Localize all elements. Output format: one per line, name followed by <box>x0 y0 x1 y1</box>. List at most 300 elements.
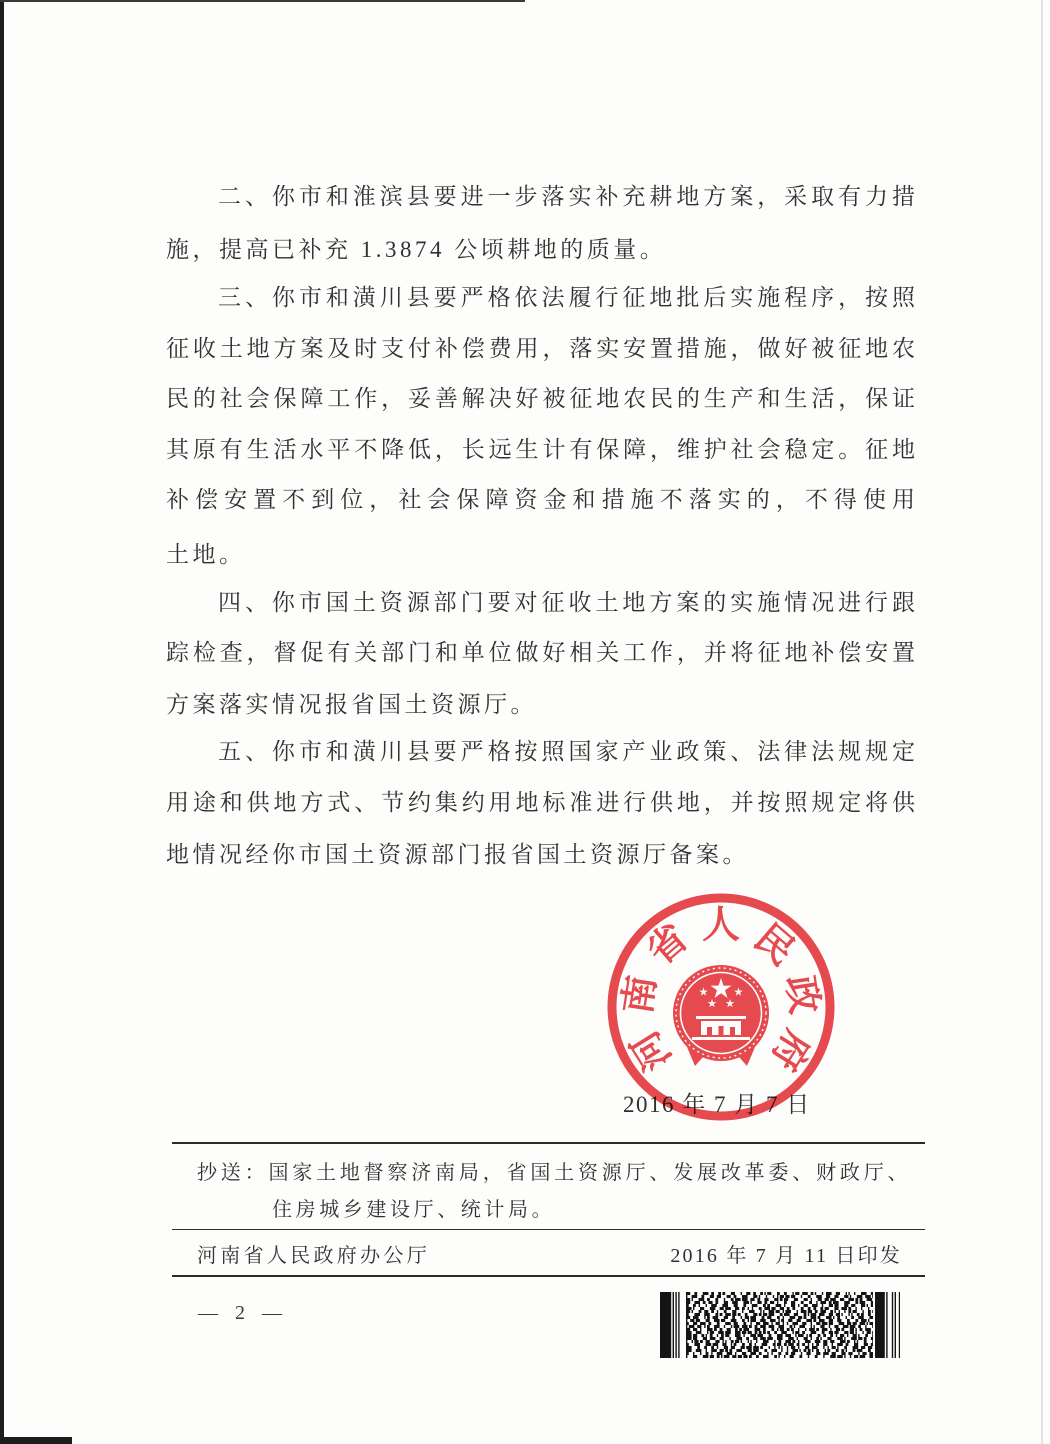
barcode-module <box>781 1349 782 1352</box>
barcode-module <box>759 1352 762 1355</box>
barcode-module <box>703 1301 706 1304</box>
barcode-module <box>727 1328 731 1331</box>
barcode-module <box>830 1310 833 1313</box>
barcode-module <box>763 1313 767 1316</box>
barcode-module <box>794 1298 798 1301</box>
barcode-module <box>844 1310 845 1313</box>
barcode-module <box>686 1319 687 1322</box>
barcode-module <box>725 1349 728 1352</box>
scan-edge-top <box>0 0 525 2</box>
barcode-module <box>808 1355 809 1358</box>
barcode-module <box>785 1352 788 1355</box>
barcode-module <box>769 1313 775 1316</box>
barcode-module <box>714 1328 717 1331</box>
barcode-module <box>755 1331 758 1334</box>
barcode-module <box>752 1307 753 1310</box>
barcode-module <box>694 1343 700 1346</box>
body-line: 五、你市和潢川县要严格按照国家产业政策、法律法规规定 <box>218 739 917 764</box>
barcode-module <box>867 1322 868 1325</box>
barcode-module <box>853 1334 857 1337</box>
barcode-module <box>706 1352 709 1355</box>
barcode-module <box>771 1328 774 1331</box>
barcode-module <box>725 1340 726 1343</box>
barcode-module <box>806 1352 810 1355</box>
barcode-module <box>724 1298 725 1301</box>
barcode-module <box>724 1355 730 1358</box>
barcode-module <box>871 1301 873 1304</box>
barcode-module <box>857 1295 863 1298</box>
barcode-module <box>808 1349 811 1352</box>
barcode-module <box>704 1310 708 1313</box>
barcode-module <box>794 1313 798 1316</box>
barcode-module <box>743 1301 749 1304</box>
barcode-module <box>704 1346 707 1349</box>
barcode-module <box>717 1295 721 1298</box>
barcode-module <box>778 1346 779 1349</box>
barcode-module <box>830 1328 831 1331</box>
barcode-module <box>801 1295 802 1298</box>
barcode-module <box>797 1319 801 1322</box>
barcode-module <box>767 1316 771 1319</box>
barcode-module <box>708 1301 712 1304</box>
cc-line <box>197 1159 909 1187</box>
barcode-module <box>829 1301 832 1304</box>
gate-door <box>719 1026 724 1035</box>
barcode-module <box>834 1307 838 1310</box>
barcode-module <box>778 1355 779 1358</box>
barcode-module <box>837 1316 840 1319</box>
barcode-module <box>686 1292 690 1295</box>
barcode-module <box>731 1340 734 1343</box>
seal-char: 河 <box>621 1022 680 1080</box>
barcode-module <box>868 1319 869 1322</box>
barcode-module <box>816 1322 820 1325</box>
barcode-module <box>686 1304 689 1307</box>
barcode-module <box>736 1337 742 1340</box>
barcode-module <box>847 1322 851 1325</box>
barcode-module <box>811 1298 812 1301</box>
barcode-module <box>756 1340 757 1343</box>
barcode-module <box>820 1337 821 1340</box>
barcode-module <box>858 1325 861 1328</box>
barcode-module <box>886 1292 887 1358</box>
barcode-module <box>766 1295 767 1298</box>
barcode-module <box>706 1319 710 1322</box>
barcode-module <box>797 1337 798 1340</box>
barcode-module <box>829 1319 833 1322</box>
barcode-module <box>860 1355 866 1358</box>
barcode-module <box>806 1334 807 1337</box>
barcode-module <box>692 1340 693 1343</box>
barcode-module <box>784 1355 785 1358</box>
barcode-module <box>785 1310 791 1313</box>
barcode-module <box>717 1346 718 1349</box>
barcode-module <box>738 1355 742 1358</box>
barcode-module <box>780 1298 783 1301</box>
barcode-module <box>713 1343 719 1346</box>
barcode-module <box>763 1304 766 1307</box>
barcode-module <box>774 1331 777 1334</box>
barcode-module <box>872 1331 873 1334</box>
official-seal <box>601 887 841 1127</box>
barcode-module <box>686 1313 689 1316</box>
barcode-module <box>844 1346 847 1349</box>
barcode-module <box>829 1331 833 1334</box>
barcode-module <box>792 1292 793 1295</box>
barcode-module <box>855 1319 858 1322</box>
barcode-module <box>694 1340 698 1343</box>
barcode-module <box>697 1325 701 1328</box>
barcode-module <box>781 1346 782 1349</box>
barcode-module <box>742 1298 748 1301</box>
barcode-module <box>706 1334 707 1337</box>
barcode-module <box>693 1316 699 1319</box>
seal-char: 南 <box>613 972 665 1017</box>
barcode-module <box>825 1298 829 1301</box>
barcode-module <box>836 1334 837 1337</box>
barcode-module <box>781 1331 787 1334</box>
divider-line <box>172 1229 925 1230</box>
barcode-module <box>848 1310 851 1313</box>
barcode-module <box>846 1292 847 1295</box>
barcode-module <box>777 1328 778 1331</box>
barcode-module <box>869 1352 873 1355</box>
barcode-module <box>892 1292 893 1358</box>
barcode-module <box>869 1316 873 1319</box>
seal-char: 府 <box>762 1022 821 1080</box>
gate-roof <box>696 1016 746 1019</box>
barcode-module <box>759 1307 762 1310</box>
barcode-module <box>787 1322 788 1325</box>
barcode-module <box>868 1307 869 1310</box>
barcode-module <box>734 1325 740 1328</box>
barcode-module <box>787 1346 788 1349</box>
barcode-module <box>825 1349 826 1352</box>
barcode-module <box>844 1355 845 1358</box>
barcode-module <box>692 1298 693 1301</box>
barcode-module <box>770 1301 774 1304</box>
body-line: 征收土地方案及时支付补偿费用，落实安置措施，做好被征地农 <box>166 336 917 361</box>
barcode-module <box>858 1337 862 1340</box>
scan-edge-right <box>1041 0 1043 1444</box>
barcode-module <box>855 1301 858 1304</box>
barcode-module <box>841 1349 844 1352</box>
barcode-module <box>857 1313 860 1316</box>
barcode-module <box>834 1304 838 1307</box>
gate-base <box>692 1037 750 1040</box>
barcode-module <box>773 1343 776 1346</box>
barcode-module <box>837 1319 841 1322</box>
barcode-module <box>798 1346 799 1349</box>
body-line: 其原有生活水平不降低，长远生计有保障，维护社会稳定。征地 <box>166 437 917 462</box>
barcode-module <box>780 1307 784 1310</box>
barcode-module <box>836 1313 840 1316</box>
barcode-module <box>785 1295 789 1298</box>
barcode-module <box>798 1334 804 1337</box>
barcode-module <box>787 1349 788 1352</box>
barcode-module <box>826 1295 830 1298</box>
barcode-module <box>830 1355 836 1358</box>
barcode-module <box>776 1310 780 1313</box>
barcode-module <box>763 1322 769 1325</box>
barcode-module <box>741 1346 745 1349</box>
barcode-module <box>815 1292 816 1295</box>
barcode-module <box>715 1301 718 1304</box>
barcode-module <box>777 1334 783 1337</box>
barcode-module <box>741 1340 742 1343</box>
barcode-module <box>818 1316 821 1319</box>
barcode-module <box>686 1295 687 1298</box>
barcode-module <box>815 1355 818 1358</box>
barcode-module <box>872 1310 873 1313</box>
barcode-module <box>788 1343 794 1346</box>
barcode-module <box>732 1313 736 1316</box>
barcode-module <box>784 1313 790 1316</box>
barcode-module <box>832 1352 836 1355</box>
barcode-module <box>811 1322 812 1325</box>
barcode-module <box>700 1307 704 1310</box>
barcode-module <box>749 1355 752 1358</box>
barcode-module <box>804 1349 807 1352</box>
barcode-module <box>699 1304 700 1307</box>
barcode-module <box>701 1334 704 1337</box>
barcode-module <box>734 1343 737 1346</box>
barcode-module <box>745 1316 749 1319</box>
barcode-module <box>686 1334 692 1337</box>
barcode-module <box>864 1340 867 1343</box>
barcode-module <box>721 1355 722 1358</box>
barcode-module <box>727 1295 731 1298</box>
barcode-module <box>784 1304 785 1307</box>
barcode-module <box>855 1328 856 1331</box>
barcode-module <box>809 1334 812 1337</box>
barcode-module <box>860 1301 866 1304</box>
barcode-module <box>871 1304 873 1307</box>
barcode-module <box>731 1343 732 1346</box>
barcode-module <box>855 1307 856 1310</box>
barcode-module <box>836 1292 840 1295</box>
barcode-module <box>710 1307 716 1310</box>
barcode-module <box>735 1352 736 1355</box>
barcode-module <box>711 1352 712 1355</box>
barcode-module <box>760 1337 766 1340</box>
barcode-module <box>759 1295 760 1298</box>
barcode-module <box>715 1313 718 1316</box>
barcode-module <box>820 1325 824 1328</box>
seal-char: 人 <box>701 901 741 947</box>
barcode-module <box>694 1313 700 1316</box>
barcode-module <box>778 1319 779 1322</box>
barcode-module <box>841 1313 842 1316</box>
barcode-module <box>717 1352 723 1355</box>
barcode-module <box>867 1331 871 1334</box>
barcode-module <box>760 1310 761 1313</box>
barcode-module <box>791 1301 795 1304</box>
barcode-module <box>854 1292 855 1295</box>
barcode-module <box>784 1343 787 1346</box>
barcode-module <box>699 1298 705 1301</box>
barcode-module <box>725 1322 731 1325</box>
barcode-module <box>764 1292 765 1295</box>
barcode-module <box>829 1322 833 1325</box>
body-line: 方案落实情况报省国土资源厅。 <box>166 692 537 717</box>
barcode-module <box>837 1355 843 1358</box>
barcode-module <box>693 1352 694 1355</box>
barcode-module <box>816 1352 820 1355</box>
barcode-module <box>868 1346 872 1349</box>
barcode-module <box>686 1325 687 1328</box>
barcode-module <box>799 1349 800 1352</box>
barcode-module <box>725 1313 731 1316</box>
barcode-module <box>799 1325 805 1328</box>
barcode-module <box>853 1310 857 1313</box>
barcode-module <box>825 1307 829 1310</box>
barcode-module <box>805 1328 806 1331</box>
barcode-module <box>711 1292 714 1295</box>
barcode-module <box>759 1331 762 1334</box>
barcode-module <box>832 1343 833 1346</box>
barcode-module <box>686 1301 690 1304</box>
barcode-module <box>777 1316 780 1319</box>
barcode-module <box>811 1331 817 1334</box>
barcode-module <box>750 1334 756 1337</box>
barcode-module <box>696 1319 700 1322</box>
barcode-module <box>797 1310 798 1313</box>
barcode-module <box>861 1292 867 1295</box>
barcode-module <box>850 1328 854 1331</box>
barcode-module <box>791 1295 795 1298</box>
barcode-module <box>850 1355 851 1358</box>
barcode-module <box>804 1304 808 1307</box>
barcode-module <box>860 1322 866 1325</box>
barcode-module <box>822 1292 823 1295</box>
barcode-module <box>743 1322 746 1325</box>
barcode-module <box>795 1292 799 1295</box>
barcode-module <box>711 1349 717 1352</box>
barcode-module <box>767 1331 770 1334</box>
barcode-module <box>693 1334 697 1337</box>
barcode-module <box>830 1334 833 1337</box>
barcode-module <box>840 1340 846 1343</box>
barcode-module <box>846 1349 847 1352</box>
barcode-module <box>784 1292 787 1295</box>
barcode-module <box>750 1301 751 1304</box>
barcode-module <box>753 1346 759 1349</box>
barcode-module <box>875 1292 885 1358</box>
barcode-module <box>742 1307 745 1310</box>
barcode-module <box>780 1328 784 1331</box>
barcode-module <box>783 1316 784 1319</box>
barcode-module <box>847 1340 850 1343</box>
barcode-module <box>816 1295 822 1298</box>
barcode-module <box>704 1325 705 1328</box>
barcode-module <box>790 1325 793 1328</box>
barcode-module <box>860 1328 863 1331</box>
barcode-module <box>771 1322 772 1325</box>
barcode-module <box>735 1307 739 1310</box>
seal-char: 省 <box>637 914 696 974</box>
barcode-module <box>686 1352 689 1355</box>
barcode-module <box>736 1349 742 1352</box>
barcode-module <box>689 1325 695 1328</box>
barcode-module <box>756 1322 760 1325</box>
barcode-module <box>820 1310 826 1313</box>
barcode-module <box>696 1349 702 1352</box>
barcode-module <box>710 1334 713 1337</box>
barcode-module <box>802 1343 805 1346</box>
barcode-module <box>861 1319 867 1322</box>
barcode-module <box>858 1334 859 1337</box>
barcode-module <box>855 1298 858 1301</box>
barcode-module <box>763 1355 769 1358</box>
barcode-module <box>846 1343 849 1346</box>
barcode-module <box>731 1346 735 1349</box>
barcode-module <box>713 1316 719 1319</box>
gate-door <box>707 1027 712 1035</box>
barcode-module <box>783 1322 784 1325</box>
barcode-module <box>804 1298 808 1301</box>
barcode-module <box>774 1340 775 1343</box>
barcode-module <box>857 1340 858 1343</box>
barcode-module <box>851 1304 855 1307</box>
barcode-module <box>739 1328 742 1331</box>
barcode-module <box>673 1292 674 1358</box>
barcode-module <box>731 1292 735 1295</box>
barcode-module <box>753 1295 757 1298</box>
barcode-module <box>778 1325 784 1328</box>
barcode-module <box>724 1301 728 1304</box>
barcode-module <box>735 1334 741 1337</box>
barcode-module <box>811 1316 817 1319</box>
barcode-module <box>742 1352 746 1355</box>
barcode-module <box>742 1343 745 1346</box>
body-line: 土地。 <box>166 542 246 567</box>
barcode-module <box>850 1331 854 1334</box>
barcode-module <box>706 1349 707 1352</box>
barcode-module <box>791 1304 795 1307</box>
scan-edge-bottom <box>0 1437 72 1444</box>
barcode-module <box>750 1319 756 1322</box>
barcode-module <box>686 1307 692 1310</box>
barcode-module <box>773 1295 774 1298</box>
barcode-module <box>806 1319 812 1322</box>
barcode-module <box>777 1343 781 1346</box>
barcode-module <box>686 1322 689 1325</box>
barcode-module <box>780 1313 783 1316</box>
barcode-module <box>731 1319 737 1322</box>
barcode-module <box>724 1325 725 1328</box>
body-line: 用途和供地方式、节约集约用地标准进行供地，并按照规定将供 <box>166 790 917 815</box>
barcode-module <box>816 1337 819 1340</box>
barcode-module <box>767 1304 770 1307</box>
barcode-module <box>790 1316 796 1319</box>
barcode-module <box>795 1331 799 1334</box>
barcode-module <box>771 1352 772 1355</box>
barcode-module <box>813 1307 816 1310</box>
barcode-module <box>714 1319 720 1322</box>
barcode-module <box>706 1343 712 1346</box>
barcode-module <box>693 1304 696 1307</box>
barcode-module <box>823 1343 827 1346</box>
barcode-module <box>813 1319 816 1322</box>
signature-date: 2016 年 7 月 7 日 <box>623 1092 811 1117</box>
barcode-module <box>767 1292 771 1295</box>
barcode-module <box>686 1355 687 1358</box>
seal-char: 民 <box>746 914 805 974</box>
divider-line <box>172 1142 925 1144</box>
issuing-office: 河南省人民政府办公厅 <box>197 1245 430 1267</box>
barcode-module <box>717 1355 720 1358</box>
